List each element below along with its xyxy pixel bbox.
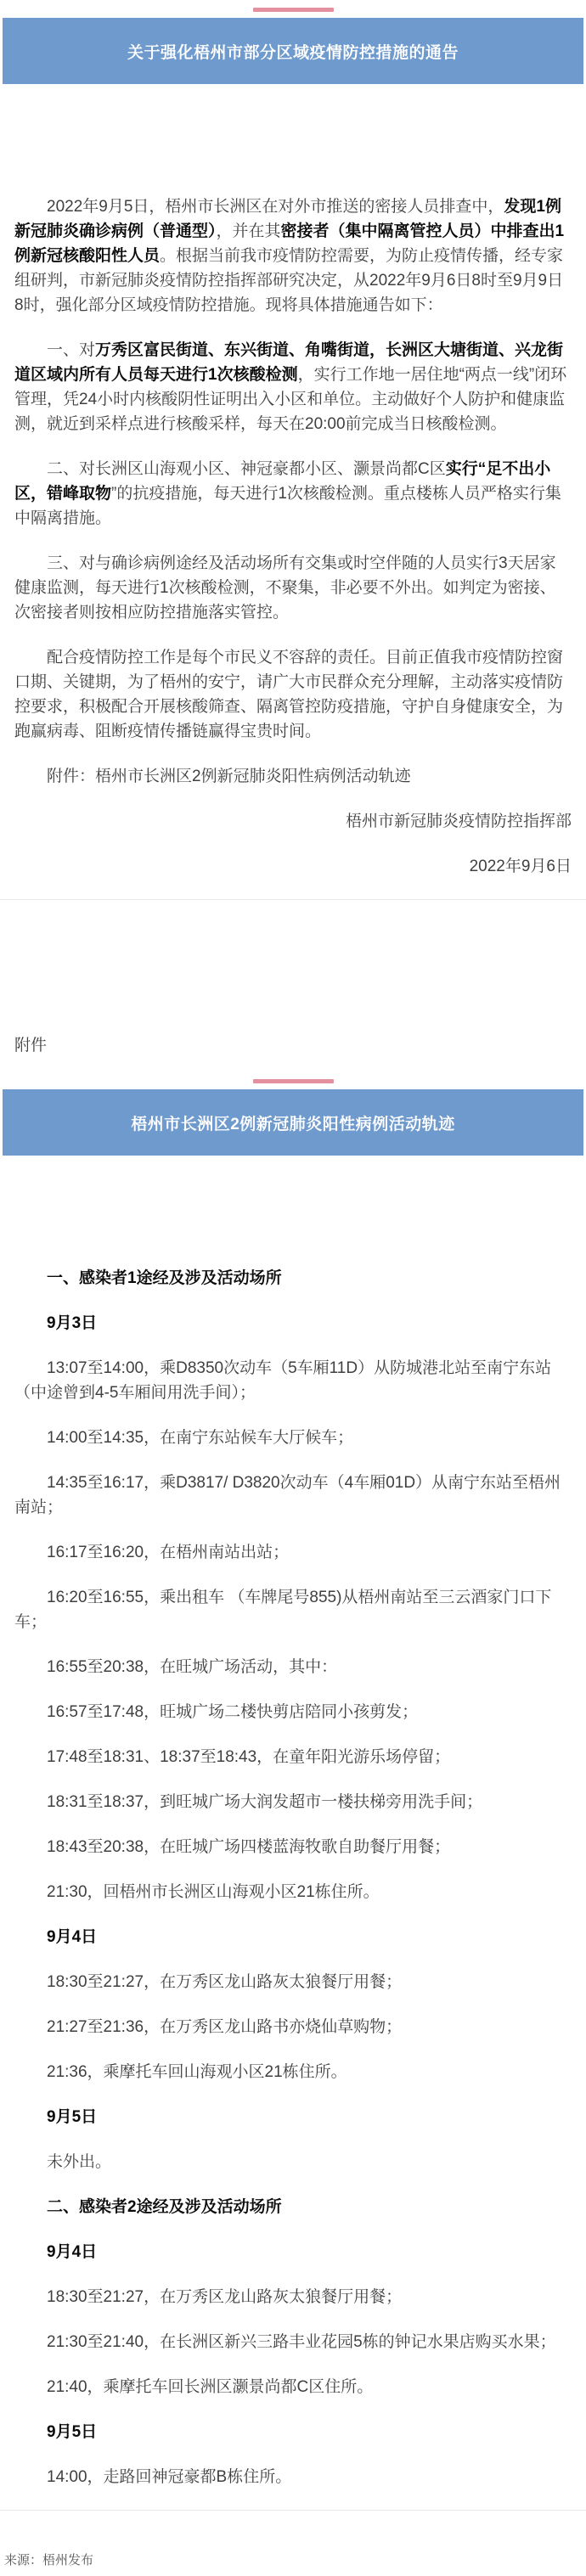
body-paragraph <box>14 338 572 436</box>
track-entry <box>14 2150 572 2174</box>
bold-text: 二、感染者2途经及涉及活动场所 <box>47 2198 282 2216</box>
bold-text: 9月5日 <box>47 2423 98 2441</box>
annex-body <box>0 1156 586 2489</box>
section-heading <box>14 2195 572 2219</box>
text: ”的抗疫措施，每天进行1次核酸检测。重点楼栋人员严格实行集中隔离措施。 <box>14 485 561 527</box>
bold-text: 一、感染者1途经及涉及活动场所 <box>47 1269 282 1287</box>
track-entry <box>14 2375 572 2399</box>
notice-card <box>0 0 586 900</box>
track-entry <box>14 1585 572 1634</box>
text: 21:30，回梧州市长洲区山海观小区21栋住所。 <box>47 1883 380 1901</box>
track-entry <box>14 2060 572 2084</box>
date-heading <box>14 1925 572 1949</box>
text: 21:27至21:36，在万秀区龙山路书亦烧仙草购物； <box>47 2018 403 2036</box>
text: 梧州市新冠肺炎疫情防控指挥部 <box>345 813 572 830</box>
track-entry <box>14 1880 572 1904</box>
text: 未外出。 <box>47 2153 112 2171</box>
notice-body <box>0 84 586 879</box>
track-entry <box>14 2285 572 2309</box>
accent-bar <box>253 8 334 12</box>
section-divider <box>0 899 586 900</box>
text: 14:35至16:17，乘D3817/ D3820次动车（4车厢01D）从南宁东站至梧州南站； <box>14 1474 561 1516</box>
text: 2022年9月6日 <box>469 858 572 875</box>
text: 17:48至18:31、18:37至18:43，在童年阳光游乐场停留； <box>47 1748 451 1766</box>
source-footer <box>0 2552 586 2576</box>
track-entry <box>14 1700 572 1724</box>
text: 21:36，乘摩托车回山海观小区21栋住所。 <box>47 2063 347 2081</box>
date-heading <box>14 1311 572 1336</box>
text: 一、对 <box>47 341 96 359</box>
text: 21:40，乘摩托车回长洲区灏景尚都C区住所。 <box>47 2378 374 2396</box>
body-paragraph <box>14 764 572 789</box>
bold-text: 9月4日 <box>47 2243 98 2261</box>
signature-line <box>14 809 572 834</box>
text: 16:57至17:48，旺城广场二楼快剪店陪同小孩剪发； <box>47 1703 419 1721</box>
body-paragraph <box>14 457 572 531</box>
track-entry <box>14 1970 572 1994</box>
annex-banner <box>3 1089 583 1156</box>
body-paragraph <box>14 551 572 625</box>
track-entry <box>14 2465 572 2489</box>
date-heading <box>14 2240 572 2264</box>
footer-divider <box>0 2510 586 2511</box>
text: 配合疫情防控工作是每个市民义不容辞的责任。目前正值我市疫情防控窗口期、关键期，为了梧州的安宁，请广大市民群众充分理解，主动落实疫情防控要求，积极配合开展核酸筛查、隔离管控防疫措施，守护自身健康安全，为跑赢病毒、阻断疫情传播链赢得宝贵时间。 <box>14 649 564 740</box>
track-entry <box>14 1540 572 1565</box>
accent-bar <box>253 1079 334 1083</box>
bold-text: 实行“足不出小区，错峰取物 <box>14 460 551 503</box>
text: 16:55至20:38，在旺城广场活动，其中： <box>47 1658 338 1676</box>
track-entry <box>14 1426 572 1450</box>
text: 16:17至16:20，在梧州南站出站； <box>47 1544 290 1561</box>
text: 2022年9月5日，梧州市长洲区在对外市推送的密接人员排查中， <box>47 198 504 216</box>
signature-line <box>14 854 572 879</box>
notice-banner <box>3 18 583 84</box>
date-heading <box>14 2420 572 2444</box>
text: 18:43至20:38，在旺城广场四楼蓝海牧歌自助餐厅用餐； <box>47 1838 451 1856</box>
bold-text: 万秀区富民街道、东兴街道、角嘴街道，长洲区大塘街道、兴龙街道区域内所有人员每天进行1次核酸检测 <box>14 341 564 384</box>
bold-text: 9月5日 <box>47 2108 98 2126</box>
bold-text: 9月3日 <box>47 1314 98 1332</box>
text: 18:31至18:37，到旺城广场大润发超市一楼扶梯旁用洗手间； <box>47 1793 483 1811</box>
text: 18:30至21:27，在万秀区龙山路灰太狼餐厅用餐； <box>47 1973 403 1991</box>
body-paragraph <box>14 194 572 318</box>
text: 21:30至21:40，在长洲区新兴三路丰业花园5栋的钟记水果店购买水果； <box>47 2333 556 2351</box>
track-entry <box>14 2015 572 2039</box>
track-entry <box>14 1471 572 1520</box>
bold-text: 9月4日 <box>47 1928 98 1946</box>
text: 16:20至16:55，乘出租车 （车牌尾号855)从梧州南站至三云酒家门口下车； <box>14 1589 552 1631</box>
annex-title: 梧州市长洲区2例新冠肺炎阳性病例活动轨迹 <box>131 1115 455 1133</box>
text: 二、对长洲区山海观小区、神冠豪都小区、灏景尚都C区 <box>47 460 446 478</box>
track-entry <box>14 1655 572 1679</box>
annex-card <box>0 1079 586 2511</box>
attachment-label: 附件 <box>14 1037 48 1055</box>
notice-title: 关于强化梧州市部分区域疫情防控措施的通告 <box>127 43 459 62</box>
text: 13:07至14:00，乘D8350次动车（5车厢11D）从防城港北站至南宁东站（中途曾到4-5车厢间用洗手间）； <box>14 1359 552 1402</box>
section-heading <box>14 1266 572 1291</box>
track-entry <box>14 1790 572 1814</box>
text: 14:00，走路回神冠豪都B栋住所。 <box>47 2468 292 2486</box>
text: 18:30至21:27，在万秀区龙山路灰太狼餐厅用餐； <box>47 2288 403 2306</box>
track-entry <box>14 1356 572 1405</box>
bold-text: 发现1例新冠肺炎确诊病例（普通型） <box>14 198 561 240</box>
text: 附件：梧州市长洲区2例新冠肺炎阳性病例活动轨迹 <box>47 768 411 785</box>
text: ，并在其 <box>216 222 281 240</box>
bold-text: 密接者（集中隔离管控人员）中排查出1例新冠核酸阳性人员 <box>14 222 565 265</box>
track-entry <box>14 2330 572 2354</box>
track-entry <box>14 1745 572 1769</box>
text: 三、对与确诊病例途经及活动场所有交集或时空伴随的人员实行3天居家健康监测，每天进行1次核酸检测，不聚集，非必要不外出。如判定为密接、次密接者则按相应防控措施落实管控。 <box>14 554 556 622</box>
text: 14:00至14:35，在南宁东站候车大厅候车； <box>47 1429 354 1447</box>
source-text: 来源：梧州发布 <box>4 2553 94 2568</box>
body-paragraph <box>14 645 572 744</box>
date-heading <box>14 2105 572 2129</box>
text: 。根据当前我市疫情防控需要，为防止疫情传播，经专家组研判，市新冠肺炎疫情防控指挥部研究决定，从2022年9月6日8时至9月9日8时，强化部分区域疫情防控措施。现将具体措施通告如下： <box>14 247 564 314</box>
track-entry <box>14 1835 572 1859</box>
text: ，实行工作地一居住地“两点一线”闭环管理，凭24小时内核酸阴性证明出入小区和单位。主动做好个人防护和健康监测，就近到采样点进行核酸采样，每天在20:00前完成当日核酸检测。 <box>14 366 567 433</box>
